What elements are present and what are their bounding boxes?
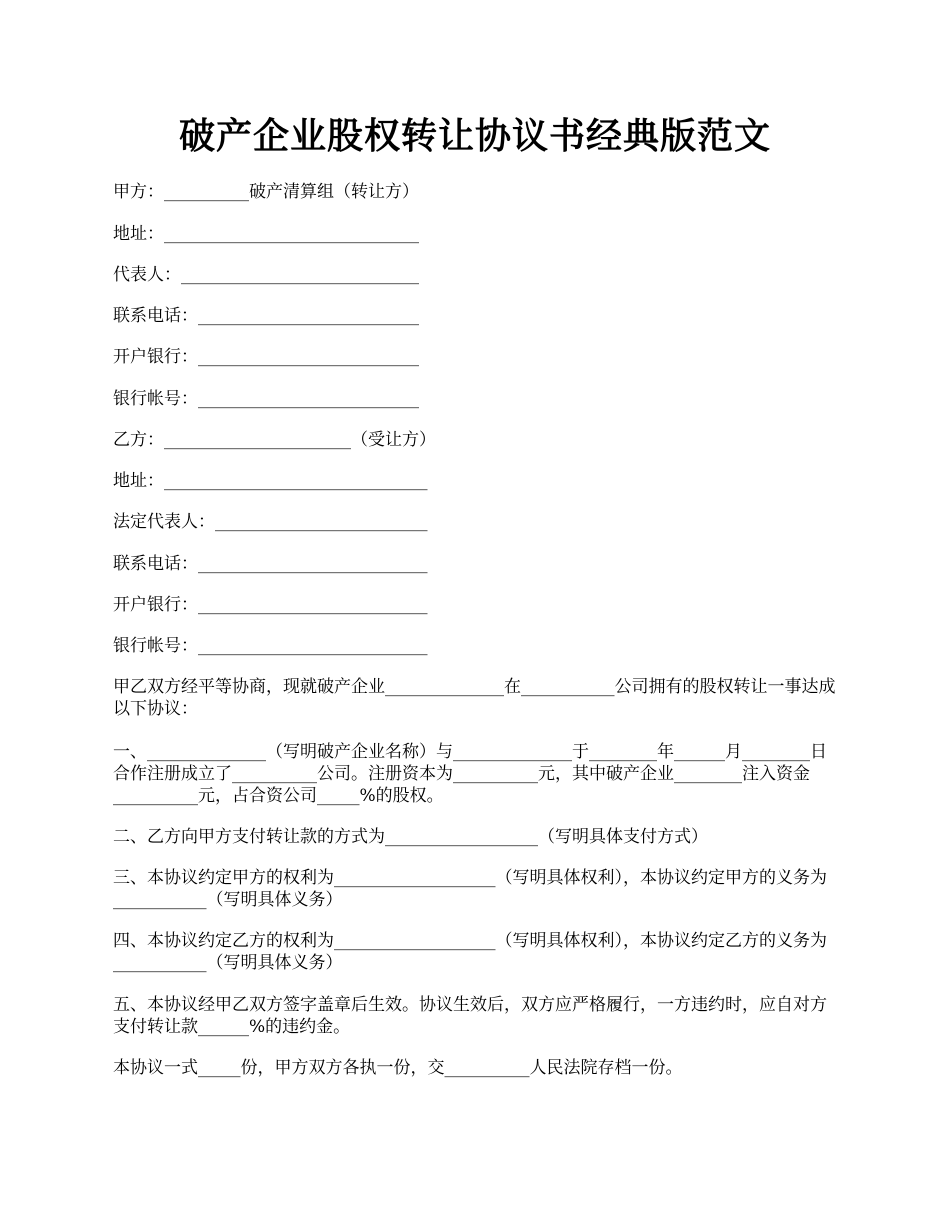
document-title: 破产企业股权转让协议书经典版范文 xyxy=(178,115,771,157)
clause-6-text: 本协议一式_____份，甲方双方各执一份，交__________人民法院存档一份。 xyxy=(113,1058,683,1078)
party-a-name: 甲方：__________破产清算组（转让方） xyxy=(113,182,419,202)
party-b-account: 银行帐号：___________________________ xyxy=(113,636,428,656)
clause-2 xyxy=(113,826,843,848)
clause-1 xyxy=(113,741,843,807)
clause-5-text: 五、本协议经甲乙双方签字盖章后生效。协议生效后，双方应严格履行，一方违约时，应自对方支付转让款______%的违约金。 xyxy=(113,995,827,1037)
clause-4 xyxy=(113,930,843,974)
clause-4-text: 四、本协议约定乙方的权利为___________________（写明具体权利），本协议约定乙方的义务为___________（写明具体义务） xyxy=(113,931,827,973)
clause-5 xyxy=(113,994,843,1038)
party-b-bank: 开户银行：___________________________ xyxy=(113,595,428,615)
party-b-legal-rep: 法定代表人：_________________________ xyxy=(113,512,428,532)
clause-intro-text: 甲乙双方经平等协商，现就破产企业______________在___________公司拥有的股权转让一事达成以下协议： xyxy=(113,677,836,719)
clause-2-text: 二、乙方向甲方支付转让款的方式为__________________（写明具体支付方式） xyxy=(113,827,708,847)
clause-6 xyxy=(113,1057,843,1079)
clause-3 xyxy=(113,867,843,911)
clause-1-text: 一、______________（写明破产企业名称）与______________于________年______月________日合作注册成立了__________公司。注册资本为__________元，其中破产企业________注入资金__________元，占合资公司_____%的股权。 xyxy=(113,742,827,806)
clause-intro xyxy=(113,676,843,720)
party-a-representative: 代表人：____________________________ xyxy=(113,265,419,285)
party-a-account: 银行帐号：__________________________ xyxy=(113,389,419,409)
party-b-address: 地址：_______________________________ xyxy=(113,471,428,491)
party-b-phone: 联系电话：___________________________ xyxy=(113,554,428,574)
party-a-phone: 联系电话：__________________________ xyxy=(113,306,419,326)
party-b-name: 乙方：______________________（受让方） xyxy=(113,430,436,450)
clause-3-text: 三、本协议约定甲方的权利为___________________（写明具体权利），本协议约定甲方的义务为___________（写明具体义务） xyxy=(113,868,827,910)
party-a-bank: 开户银行：__________________________ xyxy=(113,347,419,367)
party-a-address: 地址：______________________________ xyxy=(113,224,419,244)
